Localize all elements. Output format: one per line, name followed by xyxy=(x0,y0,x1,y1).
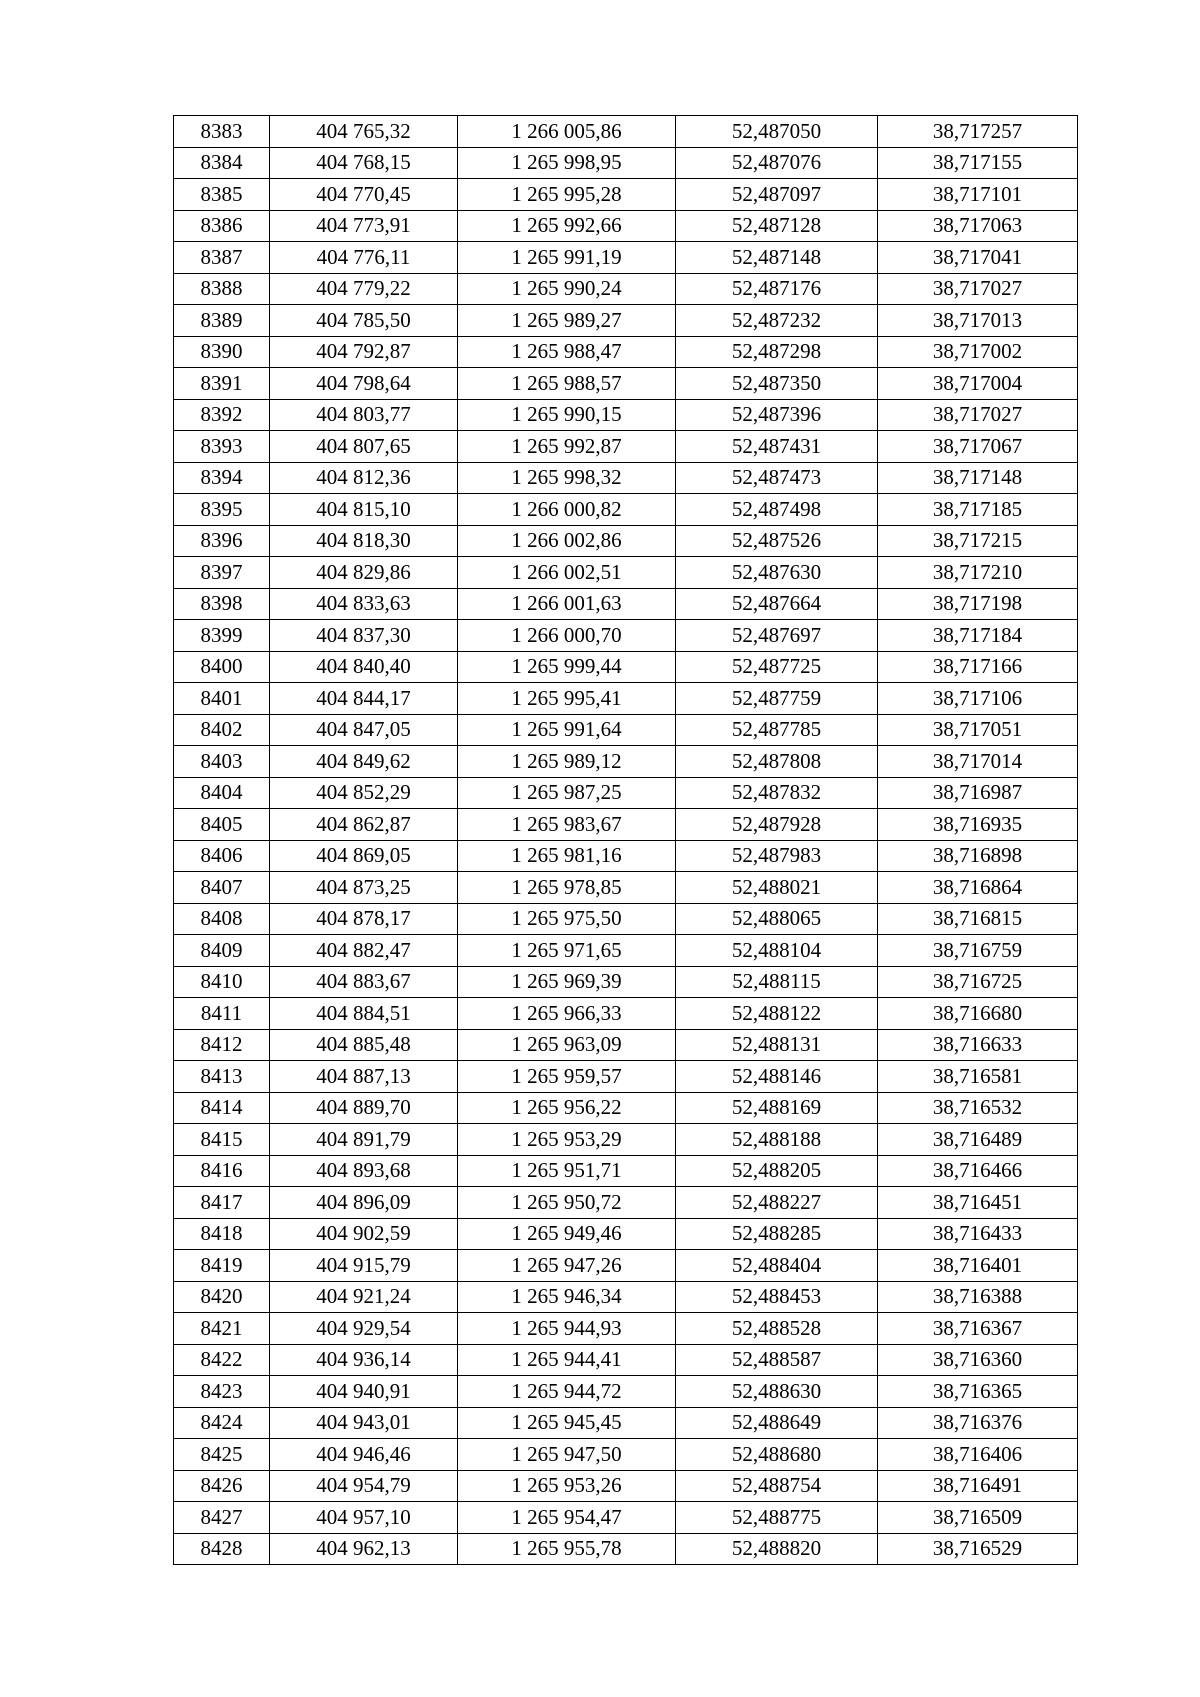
point-number-cell: 8403 xyxy=(174,746,270,778)
longitude-cell: 38,716633 xyxy=(878,1029,1078,1061)
x-coordinate-cell: 404 803,77 xyxy=(270,399,458,431)
table-row xyxy=(174,683,1078,715)
point-number-cell: 8396 xyxy=(174,525,270,557)
latitude-cell: 52,487050 xyxy=(676,116,878,148)
point-number-cell: 8387 xyxy=(174,242,270,274)
y-coordinate-cell: 1 266 000,82 xyxy=(458,494,676,526)
table-row xyxy=(174,1376,1078,1408)
y-coordinate-cell: 1 265 978,85 xyxy=(458,872,676,904)
point-number-cell: 8385 xyxy=(174,179,270,211)
longitude-cell: 38,716581 xyxy=(878,1061,1078,1093)
table-row xyxy=(174,840,1078,872)
table-row xyxy=(174,1470,1078,1502)
latitude-cell: 52,487697 xyxy=(676,620,878,652)
latitude-cell: 52,487431 xyxy=(676,431,878,463)
longitude-cell: 38,717027 xyxy=(878,273,1078,305)
point-number-cell: 8422 xyxy=(174,1344,270,1376)
table-row xyxy=(174,273,1078,305)
y-coordinate-cell: 1 265 992,66 xyxy=(458,210,676,242)
point-number-cell: 8421 xyxy=(174,1313,270,1345)
table-row xyxy=(174,1281,1078,1313)
longitude-cell: 38,717198 xyxy=(878,588,1078,620)
y-coordinate-cell: 1 265 990,15 xyxy=(458,399,676,431)
point-number-cell: 8391 xyxy=(174,368,270,400)
latitude-cell: 52,487350 xyxy=(676,368,878,400)
y-coordinate-cell: 1 265 987,25 xyxy=(458,777,676,809)
table-row xyxy=(174,966,1078,998)
point-number-cell: 8419 xyxy=(174,1250,270,1282)
longitude-cell: 38,717014 xyxy=(878,746,1078,778)
coordinates-table-body xyxy=(174,116,1078,1565)
table-row xyxy=(174,714,1078,746)
longitude-cell: 38,716367 xyxy=(878,1313,1078,1345)
point-number-cell: 8408 xyxy=(174,903,270,935)
longitude-cell: 38,717067 xyxy=(878,431,1078,463)
y-coordinate-cell: 1 265 959,57 xyxy=(458,1061,676,1093)
point-number-cell: 8424 xyxy=(174,1407,270,1439)
x-coordinate-cell: 404 785,50 xyxy=(270,305,458,337)
y-coordinate-cell: 1 265 954,47 xyxy=(458,1502,676,1534)
table-row xyxy=(174,1502,1078,1534)
x-coordinate-cell: 404 844,17 xyxy=(270,683,458,715)
longitude-cell: 38,716406 xyxy=(878,1439,1078,1471)
latitude-cell: 52,488528 xyxy=(676,1313,878,1345)
point-number-cell: 8413 xyxy=(174,1061,270,1093)
y-coordinate-cell: 1 265 944,93 xyxy=(458,1313,676,1345)
y-coordinate-cell: 1 265 944,41 xyxy=(458,1344,676,1376)
y-coordinate-cell: 1 265 971,65 xyxy=(458,935,676,967)
x-coordinate-cell: 404 902,59 xyxy=(270,1218,458,1250)
table-row xyxy=(174,872,1078,904)
y-coordinate-cell: 1 265 946,34 xyxy=(458,1281,676,1313)
longitude-cell: 38,716532 xyxy=(878,1092,1078,1124)
x-coordinate-cell: 404 815,10 xyxy=(270,494,458,526)
longitude-cell: 38,716509 xyxy=(878,1502,1078,1534)
x-coordinate-cell: 404 818,30 xyxy=(270,525,458,557)
y-coordinate-cell: 1 265 995,28 xyxy=(458,179,676,211)
latitude-cell: 52,488065 xyxy=(676,903,878,935)
latitude-cell: 52,487128 xyxy=(676,210,878,242)
x-coordinate-cell: 404 946,46 xyxy=(270,1439,458,1471)
x-coordinate-cell: 404 779,22 xyxy=(270,273,458,305)
y-coordinate-cell: 1 265 998,32 xyxy=(458,462,676,494)
y-coordinate-cell: 1 265 947,50 xyxy=(458,1439,676,1471)
point-number-cell: 8409 xyxy=(174,935,270,967)
table-row xyxy=(174,210,1078,242)
x-coordinate-cell: 404 887,13 xyxy=(270,1061,458,1093)
longitude-cell: 38,717155 xyxy=(878,147,1078,179)
y-coordinate-cell: 1 265 989,12 xyxy=(458,746,676,778)
y-coordinate-cell: 1 265 951,71 xyxy=(458,1155,676,1187)
y-coordinate-cell: 1 265 950,72 xyxy=(458,1187,676,1219)
longitude-cell: 38,716815 xyxy=(878,903,1078,935)
point-number-cell: 8394 xyxy=(174,462,270,494)
y-coordinate-cell: 1 265 955,78 xyxy=(458,1533,676,1565)
longitude-cell: 38,717210 xyxy=(878,557,1078,589)
table-row xyxy=(174,620,1078,652)
x-coordinate-cell: 404 798,64 xyxy=(270,368,458,400)
x-coordinate-cell: 404 885,48 xyxy=(270,1029,458,1061)
point-number-cell: 8428 xyxy=(174,1533,270,1565)
y-coordinate-cell: 1 266 002,86 xyxy=(458,525,676,557)
table-row xyxy=(174,1407,1078,1439)
longitude-cell: 38,717027 xyxy=(878,399,1078,431)
y-coordinate-cell: 1 265 956,22 xyxy=(458,1092,676,1124)
y-coordinate-cell: 1 265 963,09 xyxy=(458,1029,676,1061)
x-coordinate-cell: 404 957,10 xyxy=(270,1502,458,1534)
latitude-cell: 52,488754 xyxy=(676,1470,878,1502)
point-number-cell: 8388 xyxy=(174,273,270,305)
point-number-cell: 8392 xyxy=(174,399,270,431)
point-number-cell: 8411 xyxy=(174,998,270,1030)
x-coordinate-cell: 404 829,86 xyxy=(270,557,458,589)
latitude-cell: 52,488104 xyxy=(676,935,878,967)
x-coordinate-cell: 404 869,05 xyxy=(270,840,458,872)
y-coordinate-cell: 1 265 992,87 xyxy=(458,431,676,463)
x-coordinate-cell: 404 884,51 xyxy=(270,998,458,1030)
latitude-cell: 52,488169 xyxy=(676,1092,878,1124)
point-number-cell: 8417 xyxy=(174,1187,270,1219)
longitude-cell: 38,717004 xyxy=(878,368,1078,400)
table-row xyxy=(174,399,1078,431)
y-coordinate-cell: 1 265 981,16 xyxy=(458,840,676,872)
table-row xyxy=(174,1533,1078,1565)
longitude-cell: 38,716898 xyxy=(878,840,1078,872)
point-number-cell: 8423 xyxy=(174,1376,270,1408)
table-row xyxy=(174,1218,1078,1250)
latitude-cell: 52,488820 xyxy=(676,1533,878,1565)
y-coordinate-cell: 1 265 944,72 xyxy=(458,1376,676,1408)
x-coordinate-cell: 404 847,05 xyxy=(270,714,458,746)
longitude-cell: 38,717185 xyxy=(878,494,1078,526)
x-coordinate-cell: 404 768,15 xyxy=(270,147,458,179)
latitude-cell: 52,487785 xyxy=(676,714,878,746)
latitude-cell: 52,488188 xyxy=(676,1124,878,1156)
x-coordinate-cell: 404 807,65 xyxy=(270,431,458,463)
x-coordinate-cell: 404 915,79 xyxy=(270,1250,458,1282)
latitude-cell: 52,487664 xyxy=(676,588,878,620)
longitude-cell: 38,716466 xyxy=(878,1155,1078,1187)
point-number-cell: 8427 xyxy=(174,1502,270,1534)
longitude-cell: 38,716864 xyxy=(878,872,1078,904)
longitude-cell: 38,716987 xyxy=(878,777,1078,809)
point-number-cell: 8397 xyxy=(174,557,270,589)
table-row xyxy=(174,462,1078,494)
point-number-cell: 8425 xyxy=(174,1439,270,1471)
latitude-cell: 52,487498 xyxy=(676,494,878,526)
latitude-cell: 52,487630 xyxy=(676,557,878,589)
latitude-cell: 52,487725 xyxy=(676,651,878,683)
table-row xyxy=(174,1124,1078,1156)
x-coordinate-cell: 404 940,91 xyxy=(270,1376,458,1408)
x-coordinate-cell: 404 852,29 xyxy=(270,777,458,809)
longitude-cell: 38,716491 xyxy=(878,1470,1078,1502)
longitude-cell: 38,716388 xyxy=(878,1281,1078,1313)
x-coordinate-cell: 404 882,47 xyxy=(270,935,458,967)
x-coordinate-cell: 404 943,01 xyxy=(270,1407,458,1439)
x-coordinate-cell: 404 862,87 xyxy=(270,809,458,841)
point-number-cell: 8404 xyxy=(174,777,270,809)
point-number-cell: 8406 xyxy=(174,840,270,872)
point-number-cell: 8399 xyxy=(174,620,270,652)
longitude-cell: 38,716680 xyxy=(878,998,1078,1030)
latitude-cell: 52,488775 xyxy=(676,1502,878,1534)
longitude-cell: 38,717166 xyxy=(878,651,1078,683)
x-coordinate-cell: 404 929,54 xyxy=(270,1313,458,1345)
point-number-cell: 8393 xyxy=(174,431,270,463)
x-coordinate-cell: 404 812,36 xyxy=(270,462,458,494)
y-coordinate-cell: 1 265 953,29 xyxy=(458,1124,676,1156)
y-coordinate-cell: 1 265 995,41 xyxy=(458,683,676,715)
y-coordinate-cell: 1 265 949,46 xyxy=(458,1218,676,1250)
y-coordinate-cell: 1 265 998,95 xyxy=(458,147,676,179)
point-number-cell: 8398 xyxy=(174,588,270,620)
latitude-cell: 52,487473 xyxy=(676,462,878,494)
longitude-cell: 38,717002 xyxy=(878,336,1078,368)
y-coordinate-cell: 1 265 983,67 xyxy=(458,809,676,841)
longitude-cell: 38,717184 xyxy=(878,620,1078,652)
x-coordinate-cell: 404 962,13 xyxy=(270,1533,458,1565)
latitude-cell: 52,487298 xyxy=(676,336,878,368)
longitude-cell: 38,717257 xyxy=(878,116,1078,148)
x-coordinate-cell: 404 891,79 xyxy=(270,1124,458,1156)
table-row xyxy=(174,179,1078,211)
y-coordinate-cell: 1 265 988,57 xyxy=(458,368,676,400)
table-row xyxy=(174,1250,1078,1282)
point-number-cell: 8400 xyxy=(174,651,270,683)
table-row xyxy=(174,1187,1078,1219)
longitude-cell: 38,716360 xyxy=(878,1344,1078,1376)
x-coordinate-cell: 404 833,63 xyxy=(270,588,458,620)
y-coordinate-cell: 1 265 966,33 xyxy=(458,998,676,1030)
longitude-cell: 38,716376 xyxy=(878,1407,1078,1439)
table-row xyxy=(174,557,1078,589)
x-coordinate-cell: 404 776,11 xyxy=(270,242,458,274)
longitude-cell: 38,717013 xyxy=(878,305,1078,337)
x-coordinate-cell: 404 878,17 xyxy=(270,903,458,935)
x-coordinate-cell: 404 770,45 xyxy=(270,179,458,211)
latitude-cell: 52,488021 xyxy=(676,872,878,904)
table-row xyxy=(174,1061,1078,1093)
y-coordinate-cell: 1 265 988,47 xyxy=(458,336,676,368)
table-row xyxy=(174,1029,1078,1061)
y-coordinate-cell: 1 265 999,44 xyxy=(458,651,676,683)
table-row xyxy=(174,651,1078,683)
x-coordinate-cell: 404 837,30 xyxy=(270,620,458,652)
point-number-cell: 8383 xyxy=(174,116,270,148)
longitude-cell: 38,716433 xyxy=(878,1218,1078,1250)
table-row xyxy=(174,1313,1078,1345)
longitude-cell: 38,716725 xyxy=(878,966,1078,998)
y-coordinate-cell: 1 265 990,24 xyxy=(458,273,676,305)
longitude-cell: 38,717041 xyxy=(878,242,1078,274)
latitude-cell: 52,488115 xyxy=(676,966,878,998)
point-number-cell: 8389 xyxy=(174,305,270,337)
x-coordinate-cell: 404 849,62 xyxy=(270,746,458,778)
latitude-cell: 52,488630 xyxy=(676,1376,878,1408)
table-row xyxy=(174,147,1078,179)
table-row xyxy=(174,809,1078,841)
latitude-cell: 52,488453 xyxy=(676,1281,878,1313)
x-coordinate-cell: 404 893,68 xyxy=(270,1155,458,1187)
point-number-cell: 8390 xyxy=(174,336,270,368)
point-number-cell: 8420 xyxy=(174,1281,270,1313)
y-coordinate-cell: 1 266 000,70 xyxy=(458,620,676,652)
point-number-cell: 8418 xyxy=(174,1218,270,1250)
longitude-cell: 38,716365 xyxy=(878,1376,1078,1408)
latitude-cell: 52,488285 xyxy=(676,1218,878,1250)
point-number-cell: 8415 xyxy=(174,1124,270,1156)
y-coordinate-cell: 1 265 945,45 xyxy=(458,1407,676,1439)
table-row xyxy=(174,777,1078,809)
longitude-cell: 38,716489 xyxy=(878,1124,1078,1156)
latitude-cell: 52,487832 xyxy=(676,777,878,809)
table-row xyxy=(174,525,1078,557)
longitude-cell: 38,716759 xyxy=(878,935,1078,967)
x-coordinate-cell: 404 840,40 xyxy=(270,651,458,683)
table-row xyxy=(174,336,1078,368)
longitude-cell: 38,717106 xyxy=(878,683,1078,715)
latitude-cell: 52,487076 xyxy=(676,147,878,179)
point-number-cell: 8405 xyxy=(174,809,270,841)
latitude-cell: 52,487808 xyxy=(676,746,878,778)
latitude-cell: 52,487232 xyxy=(676,305,878,337)
table-row xyxy=(174,305,1078,337)
y-coordinate-cell: 1 265 989,27 xyxy=(458,305,676,337)
table-row xyxy=(174,494,1078,526)
longitude-cell: 38,716529 xyxy=(878,1533,1078,1565)
y-coordinate-cell: 1 265 969,39 xyxy=(458,966,676,998)
x-coordinate-cell: 404 883,67 xyxy=(270,966,458,998)
table-row xyxy=(174,998,1078,1030)
coordinates-table xyxy=(173,115,1078,1565)
longitude-cell: 38,716935 xyxy=(878,809,1078,841)
y-coordinate-cell: 1 266 002,51 xyxy=(458,557,676,589)
latitude-cell: 52,488146 xyxy=(676,1061,878,1093)
longitude-cell: 38,716451 xyxy=(878,1187,1078,1219)
latitude-cell: 52,488587 xyxy=(676,1344,878,1376)
point-number-cell: 8412 xyxy=(174,1029,270,1061)
latitude-cell: 52,488404 xyxy=(676,1250,878,1282)
latitude-cell: 52,488131 xyxy=(676,1029,878,1061)
latitude-cell: 52,487176 xyxy=(676,273,878,305)
y-coordinate-cell: 1 265 953,26 xyxy=(458,1470,676,1502)
point-number-cell: 8386 xyxy=(174,210,270,242)
x-coordinate-cell: 404 765,32 xyxy=(270,116,458,148)
x-coordinate-cell: 404 896,09 xyxy=(270,1187,458,1219)
point-number-cell: 8407 xyxy=(174,872,270,904)
y-coordinate-cell: 1 265 947,26 xyxy=(458,1250,676,1282)
longitude-cell: 38,717101 xyxy=(878,179,1078,211)
longitude-cell: 38,717148 xyxy=(878,462,1078,494)
point-number-cell: 8402 xyxy=(174,714,270,746)
latitude-cell: 52,487526 xyxy=(676,525,878,557)
table-row xyxy=(174,1155,1078,1187)
table-row xyxy=(174,116,1078,148)
longitude-cell: 38,717051 xyxy=(878,714,1078,746)
table-row xyxy=(174,588,1078,620)
x-coordinate-cell: 404 889,70 xyxy=(270,1092,458,1124)
latitude-cell: 52,488649 xyxy=(676,1407,878,1439)
point-number-cell: 8416 xyxy=(174,1155,270,1187)
table-row xyxy=(174,903,1078,935)
table-row xyxy=(174,1344,1078,1376)
y-coordinate-cell: 1 265 991,64 xyxy=(458,714,676,746)
table-row xyxy=(174,1439,1078,1471)
latitude-cell: 52,488227 xyxy=(676,1187,878,1219)
point-number-cell: 8426 xyxy=(174,1470,270,1502)
latitude-cell: 52,487983 xyxy=(676,840,878,872)
point-number-cell: 8410 xyxy=(174,966,270,998)
x-coordinate-cell: 404 921,24 xyxy=(270,1281,458,1313)
latitude-cell: 52,487097 xyxy=(676,179,878,211)
y-coordinate-cell: 1 266 005,86 xyxy=(458,116,676,148)
table-row xyxy=(174,242,1078,274)
longitude-cell: 38,717215 xyxy=(878,525,1078,557)
table-row xyxy=(174,1092,1078,1124)
x-coordinate-cell: 404 873,25 xyxy=(270,872,458,904)
table-row xyxy=(174,431,1078,463)
latitude-cell: 52,487148 xyxy=(676,242,878,274)
latitude-cell: 52,488205 xyxy=(676,1155,878,1187)
table-row xyxy=(174,746,1078,778)
latitude-cell: 52,487928 xyxy=(676,809,878,841)
y-coordinate-cell: 1 265 991,19 xyxy=(458,242,676,274)
table-row xyxy=(174,935,1078,967)
longitude-cell: 38,717063 xyxy=(878,210,1078,242)
y-coordinate-cell: 1 265 975,50 xyxy=(458,903,676,935)
x-coordinate-cell: 404 792,87 xyxy=(270,336,458,368)
x-coordinate-cell: 404 936,14 xyxy=(270,1344,458,1376)
latitude-cell: 52,487759 xyxy=(676,683,878,715)
latitude-cell: 52,488680 xyxy=(676,1439,878,1471)
point-number-cell: 8401 xyxy=(174,683,270,715)
point-number-cell: 8384 xyxy=(174,147,270,179)
latitude-cell: 52,488122 xyxy=(676,998,878,1030)
point-number-cell: 8395 xyxy=(174,494,270,526)
x-coordinate-cell: 404 773,91 xyxy=(270,210,458,242)
x-coordinate-cell: 404 954,79 xyxy=(270,1470,458,1502)
table-row xyxy=(174,368,1078,400)
latitude-cell: 52,487396 xyxy=(676,399,878,431)
longitude-cell: 38,716401 xyxy=(878,1250,1078,1282)
y-coordinate-cell: 1 266 001,63 xyxy=(458,588,676,620)
point-number-cell: 8414 xyxy=(174,1092,270,1124)
